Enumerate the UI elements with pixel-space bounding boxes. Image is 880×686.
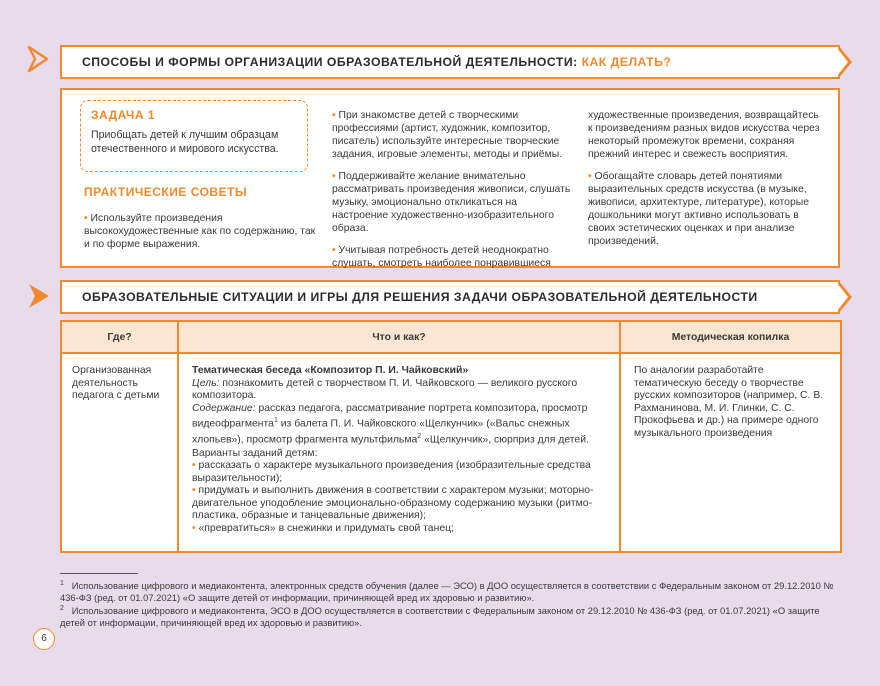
column-header-what: Что и как? — [372, 332, 426, 343]
advice-item: • Обогащайте словарь детей понятиями выразительных средств искусства (в музыке, живописи, архитектуре, литературе), которые дошкольники могут активно использовать в своих эстетических оценках и при анализе произведений. — [588, 171, 809, 247]
list-item: • «превратиться» в снежинки и придумать свой танец; — [192, 523, 454, 535]
section-header-situations — [60, 280, 840, 314]
list-item: • придумать и выполнить движения в соответствии с характером музыки; моторно-двигательное уподобление эмоционально-образному содержанию музыки (ритмо-пластика, образные и танцевальные движения); — [192, 485, 594, 522]
advice-item: • Используйте произведения высокохудожественные как по содержанию, так и по форме выражения. — [84, 213, 316, 250]
section-marker-icon — [27, 282, 51, 310]
task-title: ЗАДАЧА 1 — [91, 108, 156, 122]
advice-column-1 — [84, 212, 316, 260]
activity-title: Тематическая беседа «Композитор П. И. Чайковский» — [192, 365, 469, 376]
advice-title: ПРАКТИЧЕСКИЕ СОВЕТЫ — [84, 185, 248, 199]
task-box — [80, 100, 308, 172]
cell-what — [192, 365, 612, 536]
advice-item: • При знакомстве детей с творческими профессиями (артист, художник, композитор, писатель) используйте интересные творческие задания, игровые элементы, методы и приёмы. — [332, 110, 563, 160]
activity-goal: Цель: познакомить детей с творчеством П. И. Чайковского — великого русского композитора. — [192, 377, 578, 402]
page-number: 6 — [33, 628, 55, 650]
section-title-accent: КАК ДЕЛАТЬ? — [581, 55, 672, 69]
list-item: • рассказать о характере музыкального произведения (изобразительные средства выразительности); — [192, 460, 591, 484]
section-marker-icon — [27, 45, 51, 73]
footnote-divider — [60, 573, 138, 574]
advice-item: • Учитывая потребность детей неоднократно слушать, смотреть наиболее понравившиеся — [332, 245, 551, 269]
advice-panel — [60, 88, 840, 268]
column-header-method: Методическая копилка — [671, 332, 790, 343]
advice-column-3 — [588, 109, 826, 257]
section-header-methods — [60, 45, 840, 79]
footnote-1: $^1$ Использование цифрового и медиаконтента, электронных средств обучения (далее — ЭСО) в ДОО осуществляется в соответствии с Федеральным законом от 29.12.2010 № 436-ФЗ (ред. от 01.07.2021) «О защите детей от информации, причиняющей вред их здоровью и развитию». — [60, 580, 834, 604]
advice-column-2 — [332, 109, 572, 279]
situations-table — [60, 320, 842, 553]
task-text: Приобщать детей к лучшим образцам отечественного и мирового искусства. — [91, 129, 279, 155]
advice-item-continued: художественные произведения, возвращайтесь к произведениям разных видов искусства через некоторый промежуток времени, сохраняя прежний интерес и свежесть восприятия. — [588, 110, 820, 160]
cell-where: Организованная деятельность педагога с детьми — [72, 365, 160, 402]
cell-method: По аналогии разработайте тематическую беседу о творчестве русских композиторов (например, С. В. Рахманинова, М. И. Глинки, С. С. Прокофьева и др.) на примере одного музыкального произведения — [634, 365, 824, 439]
footnote-2: $^2$ Использование цифрового и медиаконтента, ЭСО в ДОО осуществляется в соответствии с Федеральным законом от 29.12.2010 № 436-ФЗ (ред. от 01.07.2021) «О защите детей от информации, причиняющей вред их здоровью и развитию». — [60, 605, 820, 629]
variants-label: Варианты заданий детям: — [192, 447, 318, 459]
section-title: ОБРАЗОВАТЕЛЬНЫЕ СИТУАЦИИ И ИГРЫ ДЛЯ РЕШЕНИЯ ЗАДАЧИ ОБРАЗОВАТЕЛЬНОЙ ДЕЯТЕЛЬНОСТИ — [82, 290, 758, 304]
advice-item: • Поддерживайте желание внимательно рассматривать произведения живописи, слушать музыку, эмоционально откликаться на настроение художественно-изобразительного образа. — [332, 171, 571, 234]
activity-content: Содержание: рассказ педагога, рассматривание портрета композитора, просмотр видеофрагмента$^1$ из балета П. И. Чайковского «Щелкунчик» («Вальс снежных хлопьев»), просмотр фрагмента мультфильма$^2$ «Щелкунчик», сюрприз для детей. — [192, 402, 589, 446]
column-header-where: Где? — [107, 332, 132, 343]
section-title: СПОСОБЫ И ФОРМЫ ОРГАНИЗАЦИИ ОБРАЗОВАТЕЛЬНОЙ ДЕЯТЕЛЬНОСТИ: КАК ДЕЛАТЬ? — [82, 55, 672, 69]
